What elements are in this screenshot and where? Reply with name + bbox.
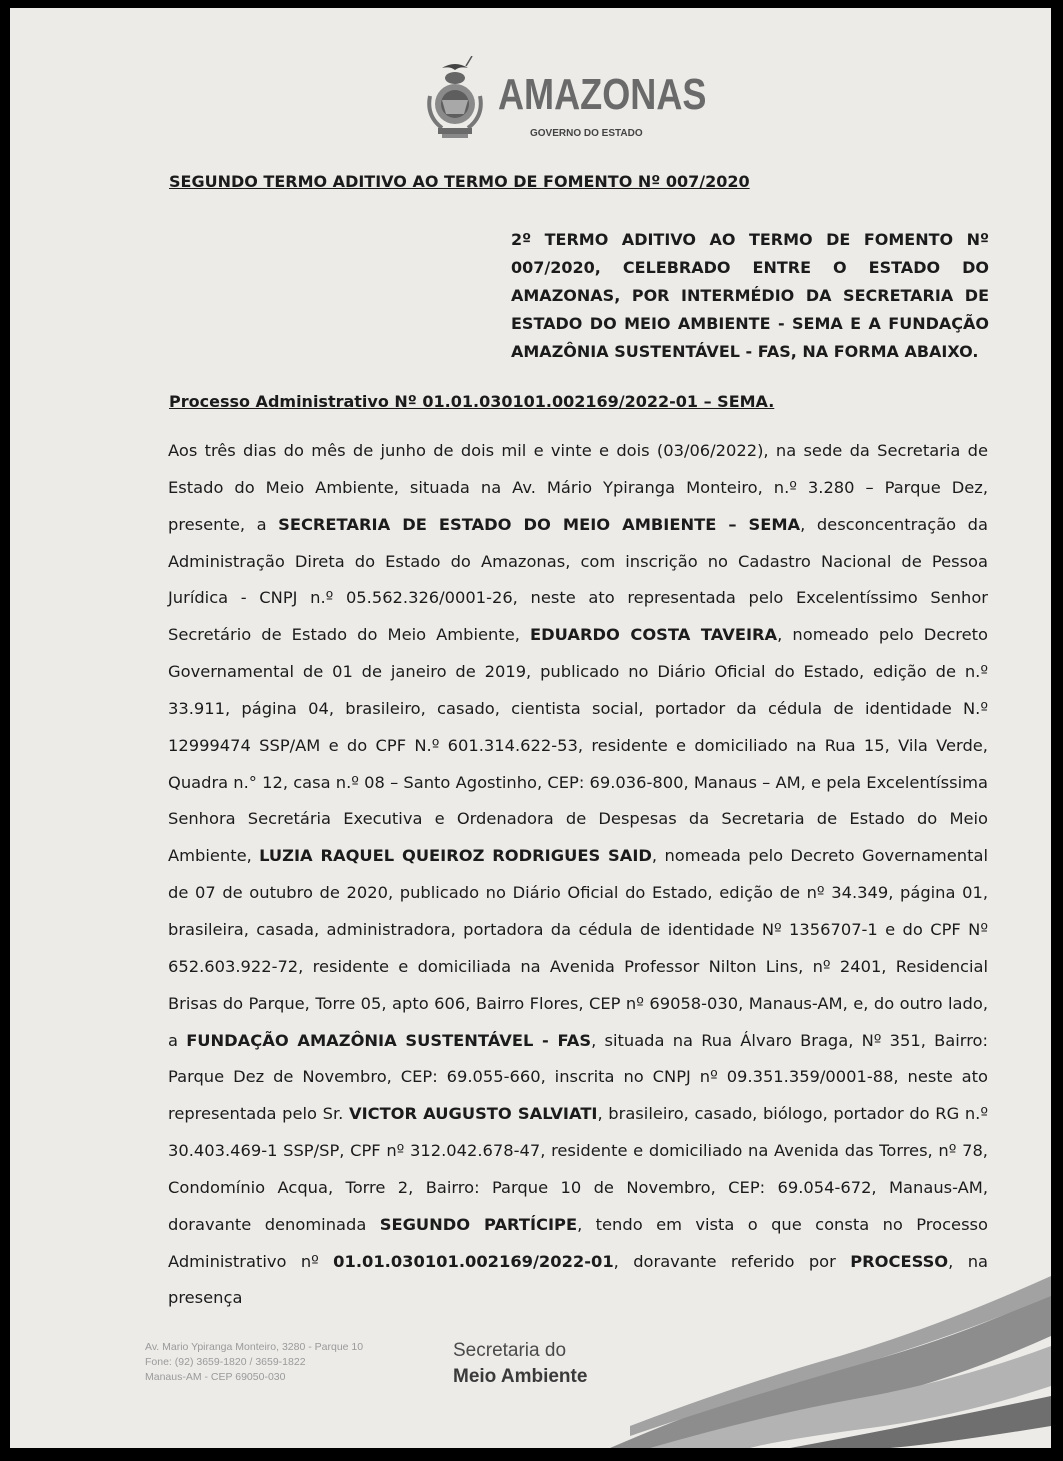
body-text-run: , doravante referido por	[613, 1251, 851, 1271]
body-bold-run: VICTOR AUGUSTO SALVIATI	[348, 1104, 598, 1124]
body-text-run: , desconcentração da Administração Direta do Estado do Amazonas, com inscrição no Cadastro Nacional de Pessoa Jurídica - CNPJ n.º 05.562.326/0001-26, neste ato representada pelo Excelentíssimo Senhor Secretário de Estado do Meio Ambiente,	[168, 514, 988, 645]
document-page	[10, 8, 1051, 1448]
body-bold-run: SEGUNDO PARTÍCIPE	[379, 1214, 578, 1234]
body-text-run: , nomeado pelo Decreto Governamental de 01 de janeiro de 2019, publicado no Diário Oficial do Estado, edição de n.º 33.911, página 04, brasileiro, casado, cientista social, portador da cédula de identidade N.º 12999474 SSP/AM e do CPF N.º 601.314.622-53, residente e domiciliado na Rua 15, Vila Verde, Quadra n.° 12, casa n.º 08 – Santo Agostinho, CEP: 69.036-800, Manaus – AM, e pela Excelentíssima Senhora Secretária Executiva e Ordenadora de Despesas da Secretaria de Estado do Meio Ambiente,	[168, 625, 989, 866]
wave-decoration-icon	[610, 1276, 1051, 1448]
phone-line: Fone: (92) 3659-1820 / 3659-1822	[145, 1356, 306, 1368]
logo-wordmark: AMAZONAS	[498, 70, 707, 119]
cep-line: Manaus-AM - CEP 69050-030	[145, 1371, 286, 1383]
coat-of-arms-icon	[420, 56, 490, 142]
document-title: SEGUNDO TERMO ADITIVO AO TERMO DE FOMENTO Nº 007/2020	[169, 172, 750, 191]
body-text-run: , situada na Rua Álvaro Braga, Nº 351, Bairro: Parque Dez de Novembro, CEP: 69.055-660, inscrita no CNPJ nº 09.351.359/0001-88, neste ato representada pelo Sr.	[168, 1030, 988, 1124]
body-bold-run: PROCESSO	[850, 1251, 949, 1271]
body-text-run: , na presença	[168, 1251, 988, 1308]
org-name-line2: Meio Ambiente	[453, 1366, 588, 1387]
body-bold-run: 01.01.030101.002169/2022-01	[333, 1251, 614, 1271]
body-paragraph	[168, 433, 988, 1317]
org-name-line1: Secretaria do	[453, 1340, 567, 1361]
body-text-run: , nomeada pelo Decreto Governamental de 07 de outubro de 2020, publicado no Diário Oficial do Estado, edição de nº 34.349, página 01, brasileira, casada, administradora, portadora da cédula de identidade Nº 1356707-1 e do CPF Nº 652.603.922-72, residente e domiciliada na Avenida Professor Nilton Lins, nº 2401, Residencial Brisas do Parque, Torre 05, apto 606, Bairro Flores, CEP nº 69058-030, Manaus-AM, e, do outro lado, a	[168, 846, 988, 1050]
body-text-run: , tendo em vista o que consta no Processo Administrativo nº	[168, 1214, 989, 1271]
body-bold-run: EDUARDO COSTA TAVEIRA	[529, 625, 778, 645]
body-text-run: Aos três dias do mês de junho de dois mil e vinte e dois (03/06/2022), na sede da Secretaria de Estado do Meio Ambiente, situada na Av. Mário Ypiranga Monteiro, n.º 3.280 – Parque Dez, presente, a	[168, 441, 988, 534]
body-text-run: , brasileiro, casado, biólogo, portador do RG n.º 30.403.469-1 SSP/SP, CPF nº 312.042.678-47, residente e domiciliado na Avenida das Torres, nº 78, Condomínio Acqua, Torre 2, Bairro: Parque 10 de Novembro, CEP: 69.054-672, Manaus-AM, doravante denominada	[168, 1104, 988, 1234]
process-number: Processo Administrativo Nº 01.01.030101.002169/2022-01 – SEMA.	[169, 392, 775, 411]
body-bold-run: LUZIA RAQUEL QUEIROZ RODRIGUES SAID	[259, 846, 652, 866]
body-bold-run: SECRETARIA DE ESTADO DO MEIO AMBIENTE – SEMA	[278, 514, 801, 534]
address-line: Av. Mario Ypiranga Monteiro, 3280 - Parque 10	[145, 1341, 364, 1353]
footer-address	[145, 1340, 363, 1385]
footer-organization	[453, 1338, 587, 1390]
ementa-paragraph: 2º TERMO ADITIVO AO TERMO DE FOMENTO Nº 007/2020, CELEBRADO ENTRE O ESTADO DO AMAZONAS, POR INTERMÉDIO DA SECRETARIA DE ESTADO DO MEIO AMBIENTE - SEMA E A FUNDAÇÃO AMAZÔNIA SUSTENTÁVEL - FAS, NA FORMA ABAIXO.	[511, 230, 989, 361]
body-bold-run: FUNDAÇÃO AMAZÔNIA SUSTENTÁVEL - FAS	[186, 1030, 592, 1050]
amazonas-logo	[420, 56, 707, 146]
logo-subtitle: GOVERNO DO ESTADO	[530, 128, 643, 139]
